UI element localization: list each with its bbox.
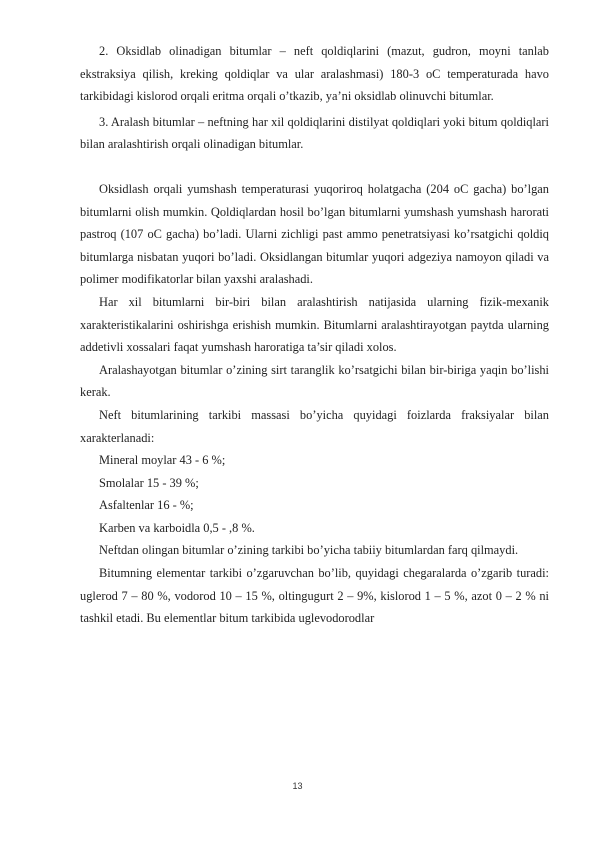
list-item-asphaltenes: Asfaltenlar 16 - %; — [99, 498, 194, 513]
paragraph-oxidation-properties: Oksidlash orqali yumshash temperaturasi yuqoriroq holatgacha (204 oC gacha) bo’lgan bitumlarni olish mumkin. Qoldiqlardan hosil bo’lgan bitumlarni yumshash yumshash harorati pastroq (107 oC gacha) bo’ladi. Ularni zichligi past ammo penetratsiyasi ko’rsatgichi qoldiq bitumlarga nisbatan yuqori bo’ladi. Oksidlangan bitumlar yuqori adgeziya namoyon qiladi va polimer modifikatorlar bilan yaxshi aralashadi. — [80, 181, 549, 287]
paragraph-mixing-characteristics: Har xil bitumlarni bir-biri bilan aralashtirish natijasida ularning fizik-mexanik xarakteristikalarini oshirishga erishish mumkin. Bitumlarni aralashtirayotgan paytda ularning addetivli xossalari faqat yumshash haroratiga ta’sir qiladi xolos. — [80, 294, 549, 355]
paragraph-composition-intro: Neft bitumlarining tarkibi massasi bo’yicha quyidagi foizlarda fraksiyalar bilan xarakterlanadi: — [80, 407, 549, 445]
paragraph-oxidized-bitumens: 2. Oksidlab olinadigan bitumlar – neft qoldiqlarini (mazut, gudron, moyni tanlab ekstraksiya qilish, kreking qoldiqlar va ular aralashmasi) 180-3 oC temperaturada havo tarkibidagi kislorod orqali eritma orqali o’tkazib, ya’ni oksidlab olinuvchi bitumlar. — [80, 44, 549, 104]
document-page — [80, 40, 549, 630]
paragraph-mixed-bitumens: 3. Aralash bitumlar – neftning har xil qoldiqlarini distilyat qoldiqlari yoki bitum qoldiqlari bilan aralashtirish orqali olinadigan bitumlar. — [80, 114, 549, 152]
list-item-carbenes: Karben va karboidla 0,5 - ,8 %. — [99, 520, 255, 535]
paragraph-surface-tension: Aralashayotgan bitumlar o’zining sirt taranglik ko’rsatgichi bilan bir-biriga yaqin bo’lishi kerak. — [80, 362, 549, 400]
list-item-resins: Smolalar 15 - 39 %; — [99, 475, 199, 490]
paragraph-natural-comparison: Neftdan olingan bitumlar o’zining tarkibi bo’yicha tabiiy bitumlardan farq qilmaydi. — [99, 543, 519, 558]
list-item-mineral-oils: Mineral moylar 43 - 6 %; — [99, 453, 226, 468]
paragraph-elemental-composition: Bitumning elementar tarkibi o’zgaruvchan bo’lib, quyidagi chegaralarda o’zgarib turadi: uglerod 7 – 80 %, vodorod 10 – 15 %, oltingugurt 2 – 9%, kislorod 1 – 5 %, azot 0 – 2 % ni tashkil etadi. Bu elementlar bitum tarkibida uglevodorodlar — [80, 566, 549, 626]
page-number: 13 — [292, 781, 303, 791]
